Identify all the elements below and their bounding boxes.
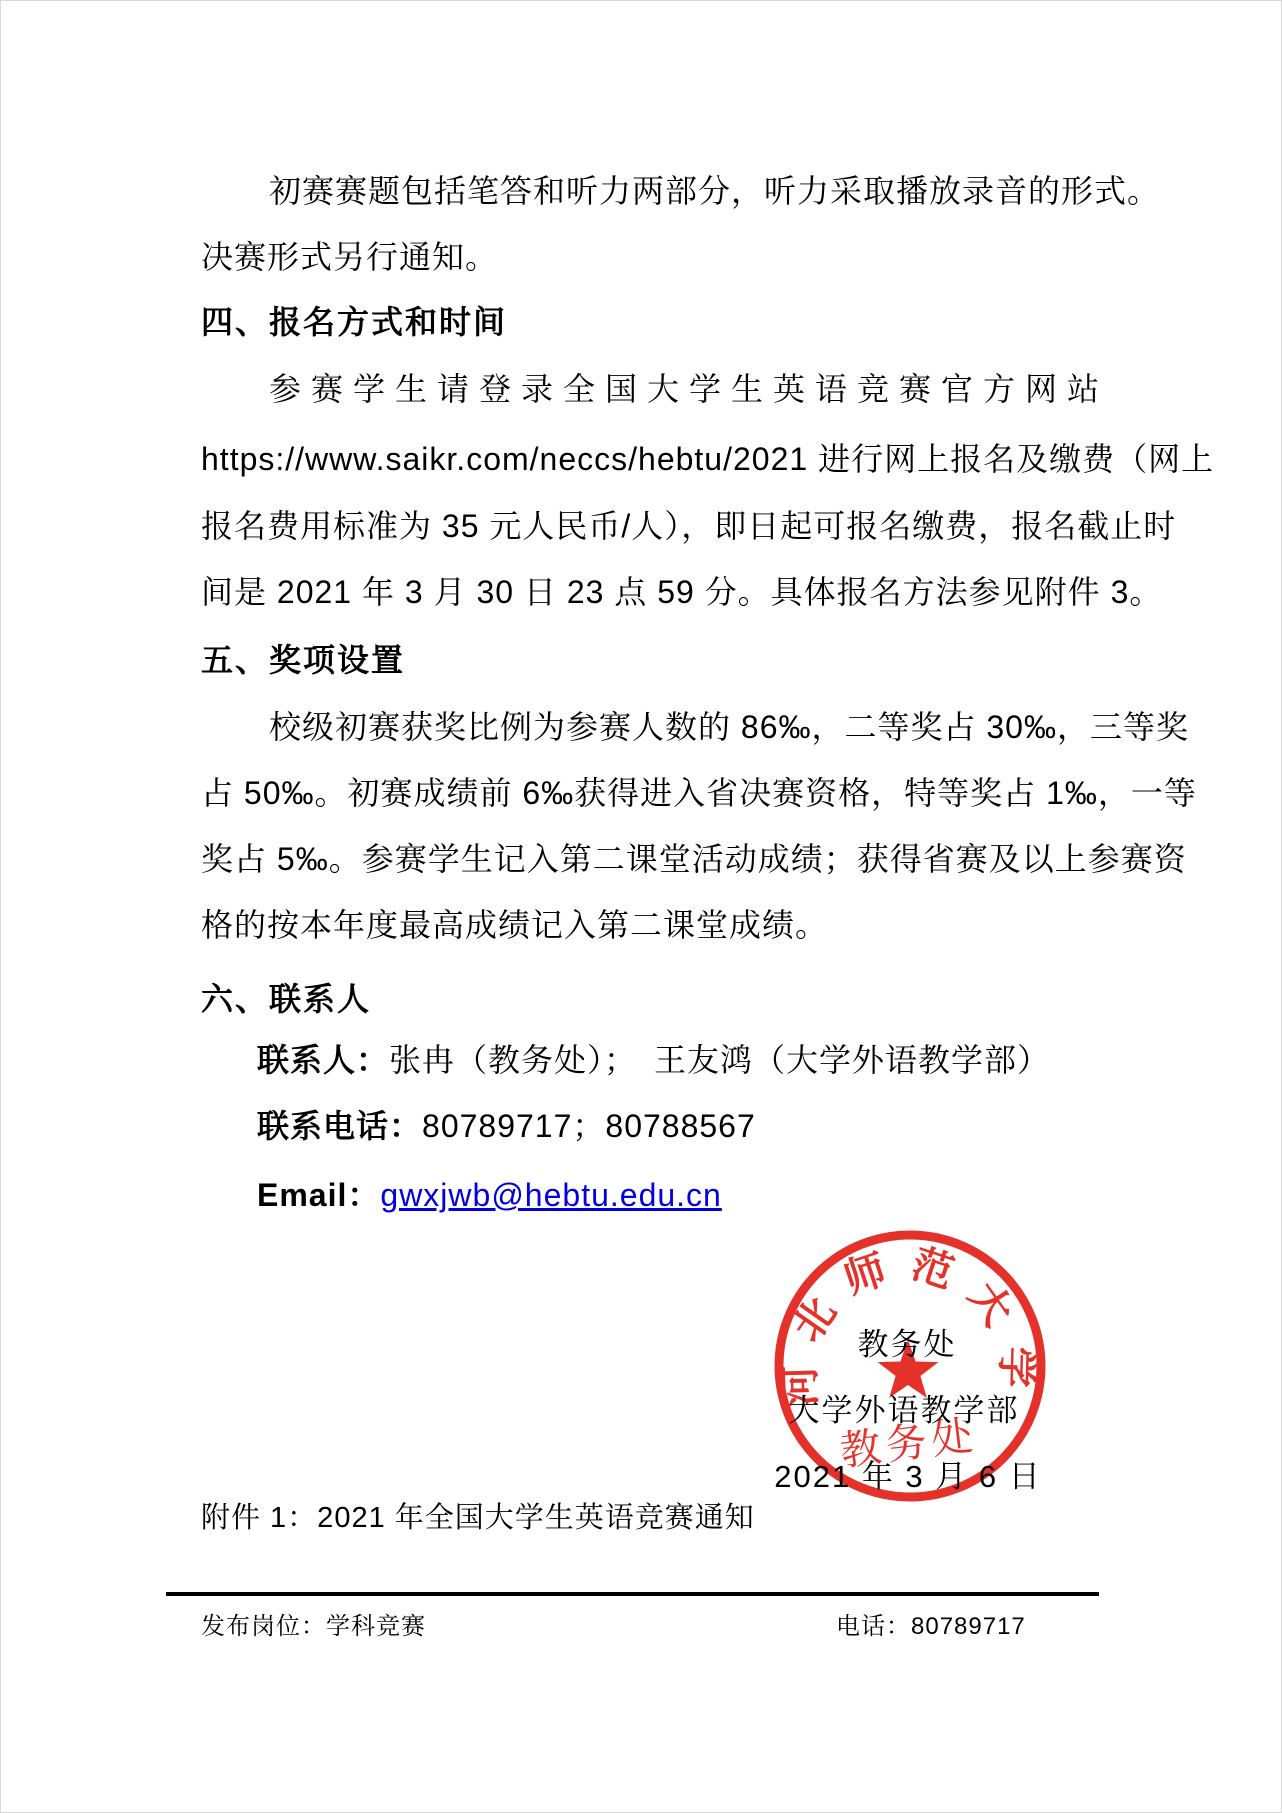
seal-bottom-text: 教务处 — [837, 1411, 981, 1475]
signature-date: 2021 年 3 月 6 日 — [774, 1459, 1042, 1494]
section-awards-line4: 格的按本年度最高成绩记入第二课堂成绩。 — [201, 907, 829, 943]
contact-value: 张冉（教务处）； 王友鸿（大学外语教学部） — [389, 1042, 1051, 1078]
footer-phone: 电话：80789717 — [836, 1613, 1026, 1640]
para-exam-line1: 初赛赛题包括笔答和听力两部分，听力采取播放录音的形式。 — [269, 173, 1161, 209]
attachment-line: 附件 1：2021 年全国大学生英语竞赛通知 — [201, 1502, 755, 1534]
section-signup-line2: https://www.saikr.com/neccs/hebtu/2021 进行网上报名及缴费（网上 — [201, 441, 1215, 477]
phone-label: 联系电话： — [257, 1108, 423, 1144]
contact-label: 联系人： — [257, 1042, 390, 1078]
section-signup-line3: 报名费用标准为 35 元人民币/人），即日起可报名缴费，报名截止时 — [201, 508, 1177, 544]
section-signup-line1: 参赛学生请登录全国大学生英语竞赛官方网站 — [269, 371, 1110, 407]
section-signup-heading: 四、报名方式和时间 — [201, 304, 508, 340]
section-awards-heading: 五、奖项设置 — [201, 642, 406, 678]
section-awards-line2: 占 50‰。初赛成绩前 6‰获得进入省决赛资格，特等奖占 1‰，一等 — [201, 775, 1197, 811]
signature-dept2: 大学外语教学部 — [788, 1393, 1020, 1428]
section-awards-line1: 校级初赛获奖比例为参赛人数的 86‰，二等奖占 30‰，三等奖 — [269, 709, 1189, 745]
signature-dept1: 教务处 — [857, 1327, 957, 1362]
footer-divider — [166, 1592, 1099, 1596]
phone-line — [257, 1108, 756, 1144]
section-awards-line3: 奖占 5‰。参赛学生记入第二课堂活动成绩；获得省赛及以上参赛资 — [201, 841, 1187, 877]
section-contacts-heading: 六、联系人 — [201, 981, 372, 1017]
email-line — [257, 1177, 722, 1213]
section-signup-line4: 间是 2021 年 3 月 30 日 23 点 59 分。具体报名方法参见附件 3。 — [201, 574, 1163, 610]
para-exam-line2: 决赛形式另行通知。 — [201, 239, 499, 275]
contact-line — [257, 1042, 1050, 1078]
footer-publish-post: 发布岗位：学科竞赛 — [201, 1613, 426, 1640]
seal-ring-text: 河北师范大学 — [776, 1239, 1040, 1408]
phone-value: 80789717；80788567 — [422, 1108, 756, 1144]
email-link[interactable]: gwxjwb@hebtu.edu.cn — [380, 1177, 722, 1213]
email-label: Email： — [257, 1177, 381, 1213]
